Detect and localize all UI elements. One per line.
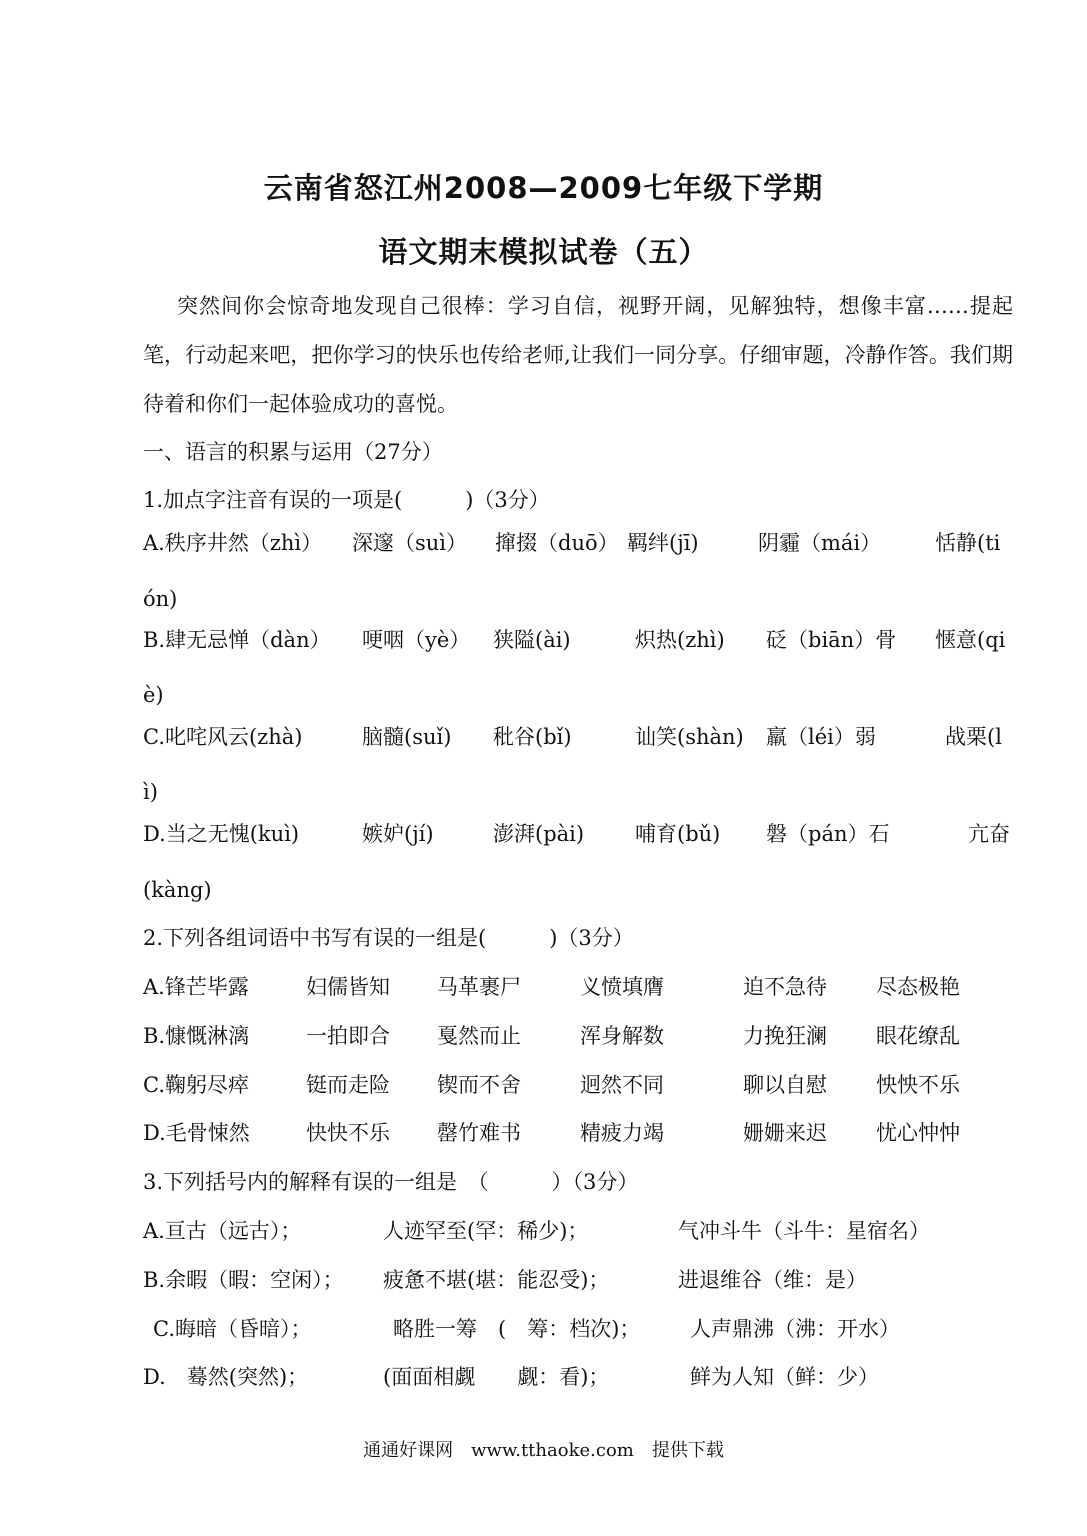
q1d-item-4: 哺育(bǔ) bbox=[635, 822, 721, 846]
q3d-item-1: D. 蓦然(突然)； bbox=[143, 1365, 309, 1389]
q2d-item-5: 姗姗来迟 bbox=[743, 1121, 827, 1145]
q2d-item-4: 精疲力竭 bbox=[580, 1121, 664, 1145]
q3c-item-3: 人声鼎沸（沸：开水） bbox=[690, 1317, 900, 1341]
q1a-item-1: A.秩序井然（zhì） bbox=[143, 531, 323, 555]
q1d-item-6: 亢奋 bbox=[968, 822, 1010, 846]
q1d-item-3: 澎湃(pài) bbox=[493, 822, 585, 846]
q1a-item-5: 阴霾（mái） bbox=[758, 531, 882, 555]
q2c-item-6: 怏怏不乐 bbox=[876, 1073, 960, 1097]
question-1-stem: 1.加点字注音有误的一项是( )（3分） bbox=[143, 488, 550, 512]
q2a-item-6: 尽态极艳 bbox=[876, 975, 960, 999]
q1c-continuation: ì) bbox=[143, 780, 158, 804]
q2a-item-1: A.锋芒毕露 bbox=[143, 975, 249, 999]
q2d-item-6: 忧心忡忡 bbox=[876, 1121, 960, 1145]
intro-paragraph: 突然间你会惊奇地发现自己很棒：学习自信，视野开阔，见解独特，想像丰富……提起笔，行动起来吧，把你学习的快乐也传给老师,让我们一同分享。仔细审题，冷静作答。我们期待着和你们一起体验成功的喜悦。 bbox=[143, 294, 1013, 416]
exam-title-line2: 语文期末模拟试卷（五） bbox=[378, 235, 709, 269]
q3a-item-3: 气冲斗牛（斗牛：星宿名） bbox=[678, 1219, 930, 1243]
q1b-item-2: 哽咽（yè） bbox=[362, 628, 471, 652]
q1c-item-1: C.叱咤风云(zhà) bbox=[143, 725, 303, 749]
q1d-item-1: D.当之无愧(kuì) bbox=[143, 822, 300, 846]
q3c-item-2: 略胜一筹 ( 筹：档次)； bbox=[393, 1317, 641, 1341]
q2c-item-3: 锲而不舍 bbox=[437, 1073, 521, 1097]
question-2-stem: 2.下列各组词语中书写有误的一组是( )（3分） bbox=[143, 926, 634, 950]
q1a-item-2: 深邃（suì） bbox=[352, 531, 468, 555]
q1d-continuation: (kàng) bbox=[143, 878, 212, 902]
q1b-item-3: 狭隘(ài) bbox=[493, 628, 571, 652]
q1c-item-3: 秕谷(bǐ) bbox=[493, 725, 572, 749]
q2a-item-5: 迫不急待 bbox=[743, 975, 827, 999]
q2b-item-2: 一拍即合 bbox=[306, 1024, 390, 1048]
q3d-item-3: 鲜为人知（鲜：少） bbox=[690, 1365, 879, 1389]
q1b-item-6: 惬意(qi bbox=[935, 628, 1006, 652]
q1a-item-6: 恬静(ti bbox=[935, 531, 1001, 555]
q1d-item-2: 嫉妒(jí) bbox=[362, 822, 434, 846]
q2d-item-1: D.毛骨悚然 bbox=[143, 1121, 250, 1145]
q3b-item-1: B.余暇（暇：空闲）； bbox=[143, 1268, 344, 1292]
exam-title-line1: 云南省怒江州2008—2009七年级下学期 bbox=[263, 171, 824, 205]
q2c-item-2: 铤而走险 bbox=[306, 1073, 390, 1097]
q1c-item-5: 羸（léi）弱 bbox=[766, 725, 876, 749]
q2a-item-3: 马革裹尸 bbox=[437, 975, 521, 999]
q2c-item-1: C.鞠躬尽瘁 bbox=[143, 1073, 249, 1097]
q3b-item-3: 进退维谷（维：是） bbox=[678, 1268, 867, 1292]
q1b-item-4: 炽热(zhì) bbox=[635, 628, 725, 652]
q1d-item-5: 磐（pán）石 bbox=[766, 822, 890, 846]
q3b-item-2: 疲惫不堪(堪：能忍受)； bbox=[383, 1268, 610, 1292]
q1a-continuation: ón) bbox=[143, 587, 178, 611]
q2b-item-1: B.慷慨淋漓 bbox=[143, 1024, 250, 1048]
q3a-item-1: A.亘古（远古）； bbox=[143, 1219, 302, 1243]
q2b-item-6: 眼花缭乱 bbox=[876, 1024, 960, 1048]
q2a-item-2: 妇儒皆知 bbox=[306, 975, 390, 999]
q2d-item-2: 快快不乐 bbox=[306, 1121, 390, 1145]
q1a-item-4: 羁绊(jī) bbox=[627, 531, 699, 555]
q2c-item-4: 迥然不同 bbox=[580, 1073, 664, 1097]
q2b-item-4: 浑身解数 bbox=[580, 1024, 664, 1048]
q3d-item-2: (面面相觑 觑：看)； bbox=[383, 1365, 610, 1389]
q2a-item-4: 义愤填膺 bbox=[580, 975, 664, 999]
q1c-item-2: 脑髓(suǐ) bbox=[362, 725, 452, 749]
q2b-item-5: 力挽狂澜 bbox=[743, 1024, 827, 1048]
q1b-continuation: è) bbox=[143, 683, 164, 707]
q1c-item-4: 讪笑(shàn) bbox=[635, 725, 744, 749]
q3c-item-1: C.晦暗（昏暗）； bbox=[153, 1317, 312, 1341]
q2b-item-3: 戛然而止 bbox=[437, 1024, 521, 1048]
q2d-item-3: 罄竹难书 bbox=[437, 1121, 521, 1145]
page-footer: 通通好课网 www.tthaoke.com 提供下载 bbox=[363, 1440, 724, 1461]
q1a-item-3: 撺掇（duō） bbox=[495, 531, 619, 555]
q1b-item-5: 砭（biān）骨 bbox=[766, 628, 897, 652]
section-heading: 一、语言的积累与运用（27分） bbox=[143, 440, 443, 464]
q1c-item-6: 战栗(l bbox=[945, 725, 1002, 749]
q1b-item-1: B.肆无忌惮（dàn） bbox=[143, 628, 331, 652]
q2c-item-5: 聊以自慰 bbox=[743, 1073, 827, 1097]
question-3-stem: 3.下列括号内的解释有误的一组是 （ ）（3分） bbox=[143, 1170, 639, 1194]
q3a-item-2: 人迹罕至(罕：稀少)； bbox=[383, 1219, 589, 1243]
